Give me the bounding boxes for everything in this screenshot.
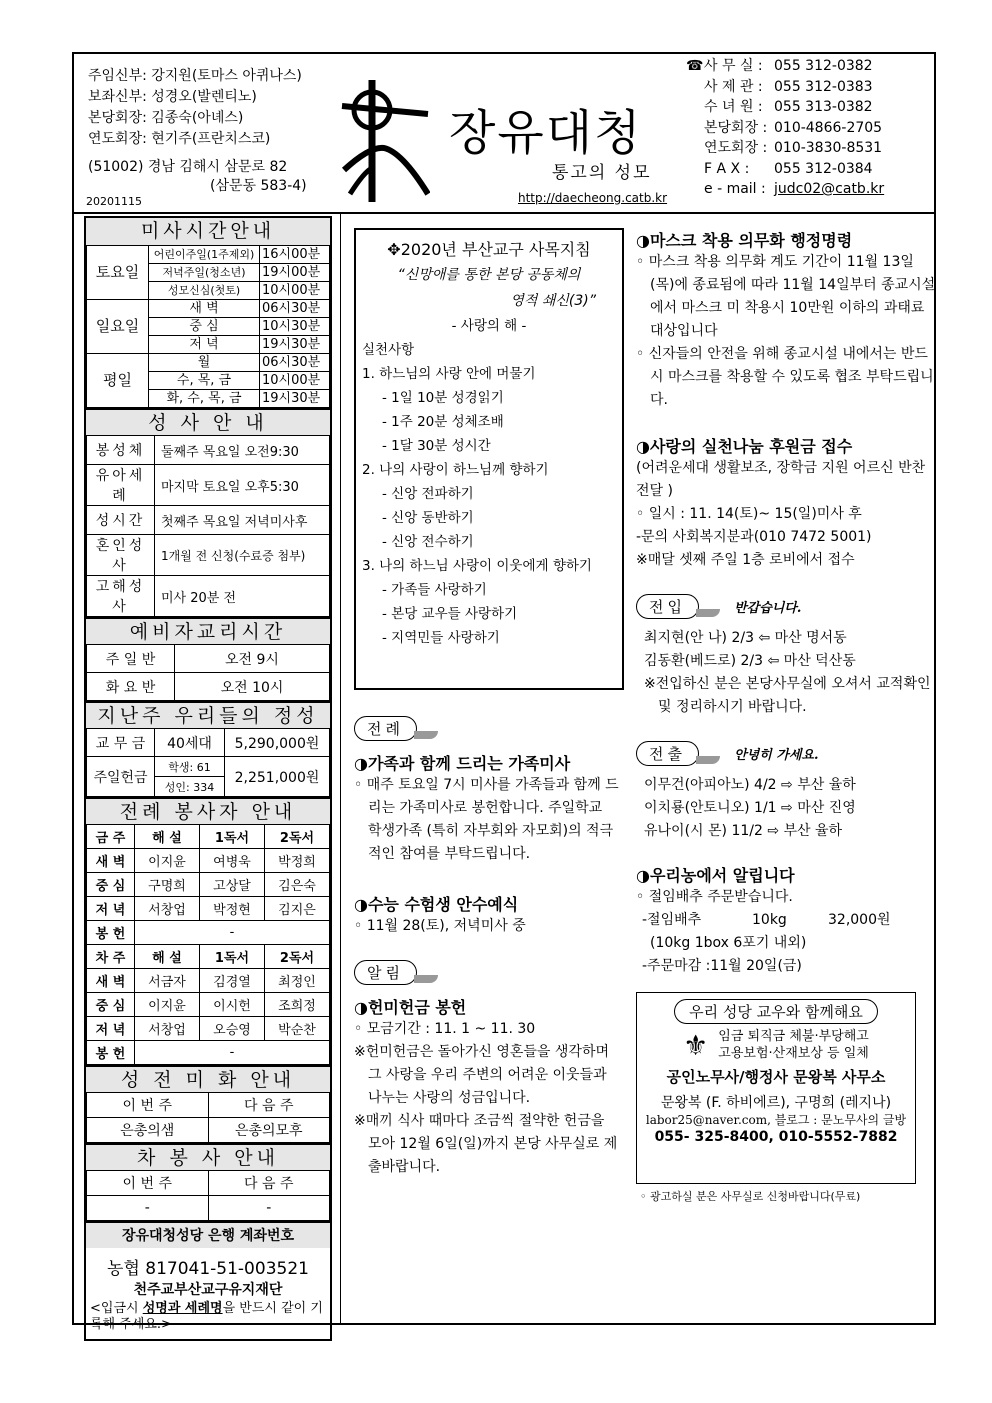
plan-item: - 가족들 사랑하기 [382,582,487,598]
notice-section [348,960,620,1179]
mass-name: 어린이주일(1주제외) [149,246,260,264]
ad-office-name: 공인노무사/행정사 문왕복 사무소 [666,1068,886,1086]
contact-value: 010-4866-2705 [774,119,883,136]
table-header-row [87,825,330,849]
plan-subtitle: “신망애를 통한 본당 공동체의 [397,267,581,283]
staff-line: 주임신부: 강지원(토마스 아퀴나스) [88,68,302,84]
table-cell: 구명희 [135,873,200,897]
row-header: 저 녁 [87,897,135,921]
table-row [87,921,330,945]
table-header-row [87,945,330,969]
liturgy-section [348,716,620,938]
table-cell: 이시헌 [200,993,265,1017]
notice-heading: ◑우리농에서 알립니다 [636,866,795,885]
table-cell: 김은숙 [265,873,330,897]
section-title-mass: 미사시간안내 [86,218,330,245]
notice-text: ◦ 매주 토요일 7시 미사를 가족들과 함께 드리는 가족미사로 봉헌합니다. 주일학교 학생가족 (특히 자부회와 자모회)의 적극적인 참여를 부탁드립니다. [354,777,619,862]
contact-value: 055 312-0383 [774,78,873,95]
table-cell: 이지윤 [135,849,200,873]
contact-value: 055 312-0384 [774,160,873,177]
offering-amount: 5,290,000원 [225,729,330,757]
contact-row [686,179,884,200]
plan-title: ✥2020년 부산교구 사목지침 [387,240,591,259]
sacrament-table [86,435,330,617]
farewell-text: 안녕히 가세요. [734,748,819,763]
liturgy-pill: 전례 [354,716,417,741]
plan-practice-label: 실천사항 [362,342,415,358]
contact-value: 055 312-0382 [774,58,873,74]
notice-text: ◦ 신자들의 안전을 위해 종교시설 내에서는 반드시 마스크를 착용할 수 있도록 협조 부탁드립니다. [636,346,934,408]
mass-name: 저녁주일(청소년) [149,264,260,282]
table-cell: 서창업 [135,897,200,921]
class-name: 주 일 반 [87,645,175,673]
table-row [87,757,330,777]
sacrament-info: 마지막 토요일 오후5:30 [155,465,330,506]
account-holder: 천주교부산교구유지재단 [133,1282,283,1298]
contact-row [686,118,884,139]
row-header: 중 심 [87,873,135,897]
sacrament-name: 고해성사 [87,576,155,617]
class-name: 화 요 반 [87,673,175,701]
section-title-parking: 차 봉 사 안내 [86,1143,330,1170]
ad-web: labor25@naver.com, 블로그 : 문노무사의 글방 [645,1113,907,1127]
table-cell: 은총의샘 [87,1118,209,1143]
column-header: 해 설 [135,945,200,969]
column-header: 다 음 주 [208,1093,330,1118]
table-cell: - [135,921,330,945]
table-row [87,969,330,993]
notice-text: ※매달 셋째 주일 1층 로비에서 접수 [636,552,855,568]
address-line: (51002) 경남 김해시 삼문로 82 [88,159,288,175]
mass-name: 중 심 [149,318,260,336]
notice-text: -주문마감 :11월 20일(금) [642,958,802,974]
parking-table [86,1170,330,1221]
table-cell: 김경열 [200,969,265,993]
plan-item: - 1일 10분 성경읽기 [382,390,504,406]
contact-label: 본당회장 : [704,119,768,136]
info-box [84,216,332,1341]
issue-date: 20201115 [86,195,142,208]
column-header: 해 설 [135,825,200,849]
parishioner-row: 이무건(아피아노) 4/2 ⇨ 부산 율하 [644,777,856,793]
column-divider [340,214,341,1325]
table-row [87,354,330,372]
mass-time: 10시30분 [260,318,330,336]
class-time: 오전 9시 [175,645,330,673]
table-row [87,1196,330,1221]
plan-item: 1. 하느님의 사랑 안에 머물기 [362,366,536,382]
sacrament-info: 1개월 전 신청(수료증 첨부) [155,535,330,576]
left-column [84,216,332,1341]
day-label: 토요일 [87,246,149,300]
table-cell: 서금자 [135,969,200,993]
row-header: 봉 헌 [87,1041,135,1065]
parishioner-row: 김동환(베드로) 2/3 ⇦ 마산 덕산동 [644,653,856,669]
table-row [87,1041,330,1065]
notice-heading: ◑마스크 착용 의무화 행정명령 [636,231,853,250]
notice-text: ◦ 모금기간 : 11. 1 ~ 11. 30 [354,1021,536,1037]
table-row [87,673,330,701]
mass-time: 10시00분 [260,282,330,300]
table-cell: 조희정 [265,993,330,1017]
plan-year: - 사랑의 해 - [451,318,527,334]
column-header: 차 주 [87,945,135,969]
table-cell: 김지은 [265,897,330,921]
contact-list [686,56,884,200]
mass-name: 성모신심(첫토) [149,282,260,300]
bulletin-subtitle: 통고의 성모 [552,163,652,183]
table-row [87,1017,330,1041]
ad-line: 고용보험·산재보상 등 일체 [718,1046,869,1061]
table-row [87,436,330,465]
section-title-sacrament: 성 사 안 내 [86,408,330,435]
contact-value: 055 313-0382 [774,99,873,115]
class-time: 오전 10시 [175,673,330,701]
header-divider [74,212,934,214]
notice-heading: ◑헌미헌금 봉헌 [354,998,467,1017]
table-row [87,246,330,264]
column-header: 다 음 주 [208,1171,330,1196]
table-row [87,300,330,318]
table-cell: - [208,1196,330,1221]
sacrament-name: 혼인성사 [87,535,155,576]
table-row [87,1171,330,1196]
table-row [87,849,330,873]
column-header: 2독서 [265,825,330,849]
table-row [87,506,330,535]
column-header: 이 번 주 [87,1093,209,1118]
welcome-text: 반갑습니다. [734,601,802,616]
table-cell: 서창업 [135,1017,200,1041]
mass-name: 화, 수, 목, 금 [149,390,260,408]
notice-heading: ◑수능 수험생 안수예식 [354,895,519,914]
pastoral-plan-box [354,228,624,690]
column-header: 1독서 [200,825,265,849]
price-row: -절임배추 10kg 32,000원 [642,912,891,928]
staff-line: 보좌신부: 성경오(발렌티노) [88,89,257,105]
staff-info [88,66,307,197]
plan-item: - 본당 교우들 사랑하기 [382,606,518,622]
section-title-bank: 장유대청성당 은행 계좌번호 [86,1221,330,1248]
row-header: 봉 헌 [87,921,135,945]
plan-subtitle: 영적 쇄신(3)” [510,293,596,309]
mass-time: 19시30분 [260,390,330,408]
mass-time: 06시30분 [260,354,330,372]
offering-amount: 2,251,000원 [225,757,330,797]
notice-text: (어려운세대 생활보조, 장학금 지원 어르신 반찬 전달 ) [636,460,926,499]
column-header: 금 주 [87,825,135,849]
contact-label: e - mail : [704,181,766,197]
table-row [87,576,330,617]
day-label: 일요일 [87,300,149,354]
contact-label: 사 제 관 : [704,78,763,95]
table-cell: - [87,1196,209,1221]
column-header: 이 번 주 [87,1171,209,1196]
table-cell: 박정현 [200,897,265,921]
table-row [87,535,330,576]
sacrament-info: 둘째주 목요일 오전9:30 [155,436,330,465]
notice-heading: ◑가족과 함께 드리는 가족미사 [354,754,571,773]
plan-item: - 신앙 전파하기 [382,486,474,502]
section-title-flowers: 성 전 미 화 안내 [86,1065,330,1092]
table-row [87,645,330,673]
contact-label: F A X : [704,160,750,177]
badge-icon: ⚜ [683,1028,709,1062]
mass-time: 16시00분 [260,246,330,264]
ad-note: ◦ 광고하실 분은 사무실로 신청바랍니다(무료) [640,1190,861,1203]
middle-column [348,216,620,1179]
right-column [636,228,936,1204]
email-link[interactable]: judc02@catb.kr [774,181,885,197]
contact-row [686,97,884,118]
mass-name: 월 [149,354,260,372]
move-in-section [636,594,936,719]
offering-label: 교 무 금 [87,729,155,757]
ad-title: 우리 성당 교우와 함께해요 [674,999,878,1024]
ad-phone: 055- 325-8400, 010-5552-7882 [654,1129,898,1145]
row-header: 저 녁 [87,1017,135,1041]
plan-item: 3. 나의 하느님 사랑이 이웃에게 향하기 [362,558,592,574]
section-title-offering: 지난주 우리들의 정성 [86,701,330,728]
table-cell: 은총의모후 [208,1118,330,1143]
notice-pill: 알림 [354,960,417,985]
ad-line: 임금 퇴직금 체불·부당해고 [718,1029,869,1044]
staff-line: 연도회장: 현기주(프란치스코) [88,131,271,147]
table-row [87,993,330,1017]
mass-time: 06시30분 [260,300,330,318]
notice-text: ※매끼 식사 때마다 조금씩 절약한 헌금을 모아 12월 6일(일)까지 본당 사무실로 제출바랍니다. [354,1113,618,1175]
liturgy-servers-table [86,824,330,1065]
staff-line: 본당회장: 김종숙(아녜스) [88,110,244,126]
sacrament-info: 미사 20분 전 [155,576,330,617]
website-link[interactable]: http://daecheong.catb.kr [518,191,668,205]
notice-text: ◦ 일시 : 11. 14(토)~ 15(일)미사 후 [636,506,862,522]
section-title-catechism: 예비자교리시간 [86,617,330,644]
mass-time: 10시00분 [260,372,330,390]
table-cell: 여병욱 [200,849,265,873]
plan-item: - 신앙 동반하기 [382,510,474,526]
bulletin-title: 장유대청 [449,105,643,161]
table-cell: 최정인 [265,969,330,993]
table-cell: - [135,1041,330,1065]
row-header: 새 벽 [87,849,135,873]
mass-time: 19시00분 [260,264,330,282]
plan-item: - 신앙 전수하기 [382,534,474,550]
table-cell: 이지윤 [135,993,200,1017]
table-cell: 박정희 [265,849,330,873]
row-header: 중 심 [87,993,135,1017]
bank-account: 농협 817041-51-003521 [107,1259,309,1279]
deposit-note: <입금시 성명과 세례명을 반드시 같이 기록해 주세요.> [90,1301,323,1332]
contact-row [686,159,884,180]
move-out-section [636,741,936,843]
column-header: 2독서 [265,945,330,969]
catechism-table [86,644,330,701]
table-row [87,873,330,897]
contact-value: 010-3830-8531 [774,140,883,156]
notice-text: ※전입하신 분은 본당사무실에 오셔서 교적확인 및 정리하시기 바랍니다. [644,676,931,715]
ad-lines [641,1028,911,1062]
bulletin-page [72,52,936,1332]
plan-item: - 1주 20분 성체조배 [382,414,504,430]
table-row [87,1118,330,1143]
contact-row [686,77,884,98]
day-label: 평일 [87,354,149,408]
table-cell: 오승영 [200,1017,265,1041]
table-cell: 고상달 [200,873,265,897]
notice-text: ※헌미헌금은 돌아가신 영혼들을 생각하며 그 사랑을 우리 주변의 어려운 이웃들과 나누는 사랑의 성금입니다. [354,1044,609,1106]
table-row [87,1093,330,1118]
table-cell: 박순찬 [265,1017,330,1041]
contact-label: 수 녀 원 : [704,99,763,115]
sacrament-name: 성시간 [87,506,155,535]
mass-name: 수, 목, 금 [149,372,260,390]
notice-text: ◦ 11월 28(토), 저녁미사 중 [354,918,526,934]
offering-label: 주일헌금 [87,757,155,797]
move-out-pill: 전출 [636,741,699,766]
sacrament-info: 첫째주 목요일 저녁미사후 [155,506,330,535]
sacrament-name: 유아세례 [87,465,155,506]
plan-item: 2. 나의 사랑이 하느님께 향하기 [362,462,549,478]
offering-count: 40세대 [155,729,225,757]
parishioner-row: 이치룡(안토니오) 1/1 ⇨ 마산 진영 [644,800,856,816]
plan-item: - 지역민들 사랑하기 [382,630,500,646]
cross-logo-icon [340,76,430,204]
phone-icon: ☎ [686,58,704,74]
offering-count: 성인: 334 [155,777,225,797]
mass-name: 새 벽 [149,300,260,318]
contact-row [686,138,884,159]
plan-item: - 1달 30분 성시간 [382,438,491,454]
notice-heading: ◑사랑의 실천나눔 후원금 접수 [636,437,853,456]
mass-name: 저 녁 [149,336,260,354]
notice-text: (10kg 1box 6포기 내외) [650,935,807,951]
parishioner-row: 최지현(안 나) 2/3 ⇦ 마산 명서동 [644,630,847,646]
address-line: (삼문동 583-4) [210,178,307,194]
flowers-table [86,1092,330,1143]
column-header: 1독서 [200,945,265,969]
section-title-liturgy: 전례 봉사자 안내 [86,797,330,824]
offering-table [86,728,330,797]
sacrament-name: 봉성체 [87,436,155,465]
notice-text: ◦ 절임배추 주문받습니다. [636,889,793,905]
advertisement-box [636,992,916,1184]
mass-schedule-table [86,245,330,408]
contact-label: 연도회장 : [704,140,768,156]
bank-info [86,1248,330,1339]
diocese-logo-icon: ✥ [387,240,401,259]
offering-count: 학생: 61 [155,757,225,777]
parishioner-row: 유나이(시 몬) 11/2 ⇨ 부산 율하 [644,823,843,839]
table-row [87,465,330,506]
notice-text: -문의 사회복지분과(010 7472 5001) [636,529,872,545]
table-row [87,897,330,921]
move-in-pill: 전입 [636,594,699,619]
table-row [87,729,330,757]
row-header: 새 벽 [87,969,135,993]
contact-label: 사 무 실 : [704,58,763,74]
contact-row [686,56,884,77]
mass-time: 19시30분 [260,336,330,354]
ad-people: 문왕복 (F. 하비에르), 구명희 (레지나) [660,1095,892,1111]
notice-text: ◦ 마스크 착용 의무화 계도 기간이 11월 13일(목)에 종료됨에 따라 11월 14일부터 종교시설에서 마스크 미 착용시 10만원 이하의 과태료 대상입니다 [636,254,936,339]
